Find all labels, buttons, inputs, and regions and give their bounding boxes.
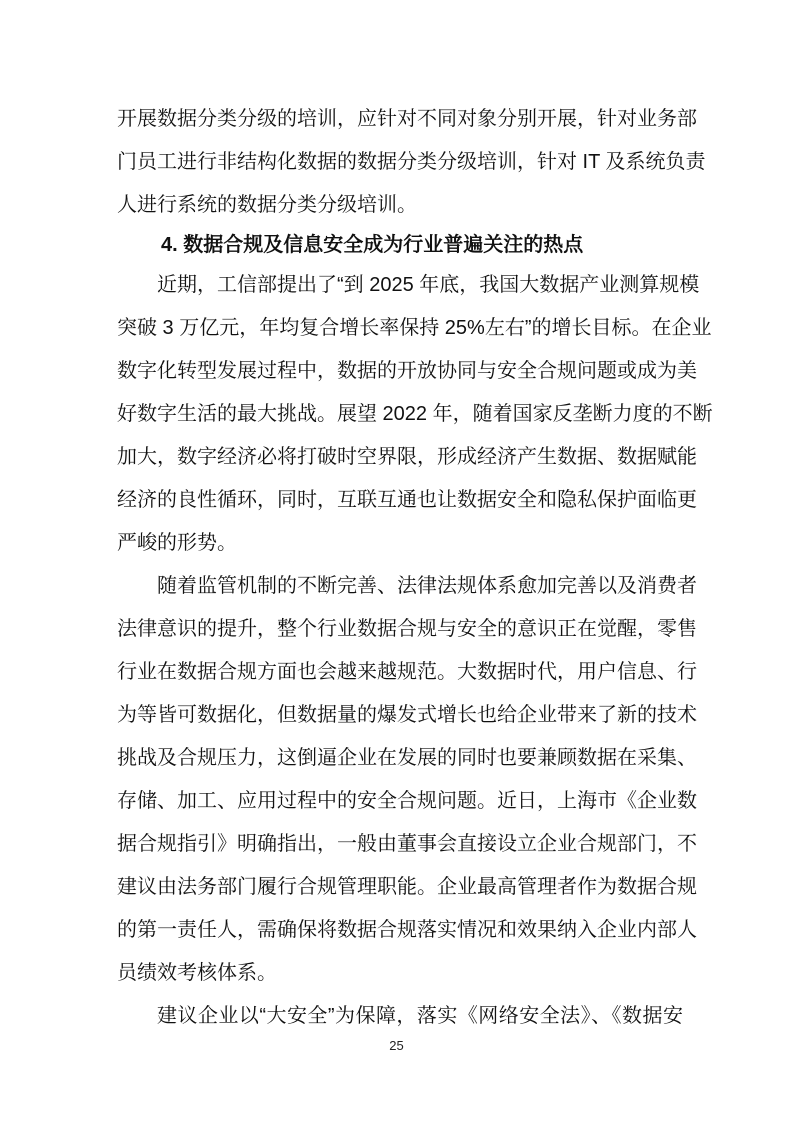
- document-body: [117, 98, 713, 1038]
- text-line: 员绩效考核体系。: [117, 962, 277, 984]
- text-line: 据合规指引》明确指出，一般由董事会直接设立企业合规部门，不: [117, 833, 697, 855]
- paragraph: [117, 565, 697, 995]
- paragraph: [117, 264, 713, 565]
- paragraph: [117, 995, 683, 1038]
- page-number: 25: [389, 1038, 404, 1053]
- text-line: 的第一责任人，需确保将数据合规落实情况和效果纳入企业内部人: [117, 919, 697, 941]
- text-line: 开展数据分类分级的培训，应针对不同对象分别开展，针对业务部: [117, 108, 697, 130]
- text-line: 门员工进行非结构化数据的数据分类分级培训，针对 IT 及系统负责: [117, 151, 706, 173]
- text-line: 4. 数据合规及信息安全成为行业普遍关注的热点: [161, 234, 584, 256]
- text-line: 挑战及合规压力，这倒逼企业在发展的同时也要兼顾数据在采集、: [117, 747, 697, 769]
- text-line: 好数字生活的最大挑战。展望 2022 年，随着国家反垄断力度的不断: [117, 403, 713, 425]
- text-line: 法律意识的提升，整个行业数据合规与安全的意识正在觉醒，零售: [117, 618, 697, 640]
- text-line: 存储、加工、应用过程中的安全合规问题。近日，上海市《企业数: [117, 790, 697, 812]
- text-line: 经济的良性循环，同时，互联互通也让数据安全和隐私保护面临更: [117, 489, 697, 511]
- section-heading: [117, 227, 683, 264]
- text-line: 为等皆可数据化，但数据量的爆发式增长也给企业带来了新的技术: [117, 704, 697, 726]
- paragraph: [117, 98, 706, 227]
- text-line: 随着监管机制的不断完善、法律法规体系愈加完善以及消费者: [157, 575, 697, 597]
- text-line: 近期，工信部提出了“到 2025 年底，我国大数据产业测算规模: [157, 274, 700, 296]
- text-line: 数字化转型发展过程中，数据的开放协同与安全合规问题或成为美: [117, 360, 697, 382]
- text-line: 建议由法务部门履行合规管理职能。企业最高管理者作为数据合规: [117, 876, 697, 898]
- text-line: 建议企业以“大安全”为保障，落实《网络安全法》、《数据安: [157, 1005, 683, 1027]
- text-line: 人进行系统的数据分类分级培训。: [117, 194, 417, 216]
- text-line: 突破 3 万亿元，年均复合增长率保持 25%左右”的增长目标。在企业: [117, 317, 712, 339]
- text-line: 行业在数据合规方面也会越来越规范。大数据时代，用户信息、行: [117, 661, 697, 683]
- text-line: 严峻的形势。: [117, 532, 237, 554]
- text-line: 加大，数字经济必将打破时空界限，形成经济产生数据、数据赋能: [117, 446, 697, 468]
